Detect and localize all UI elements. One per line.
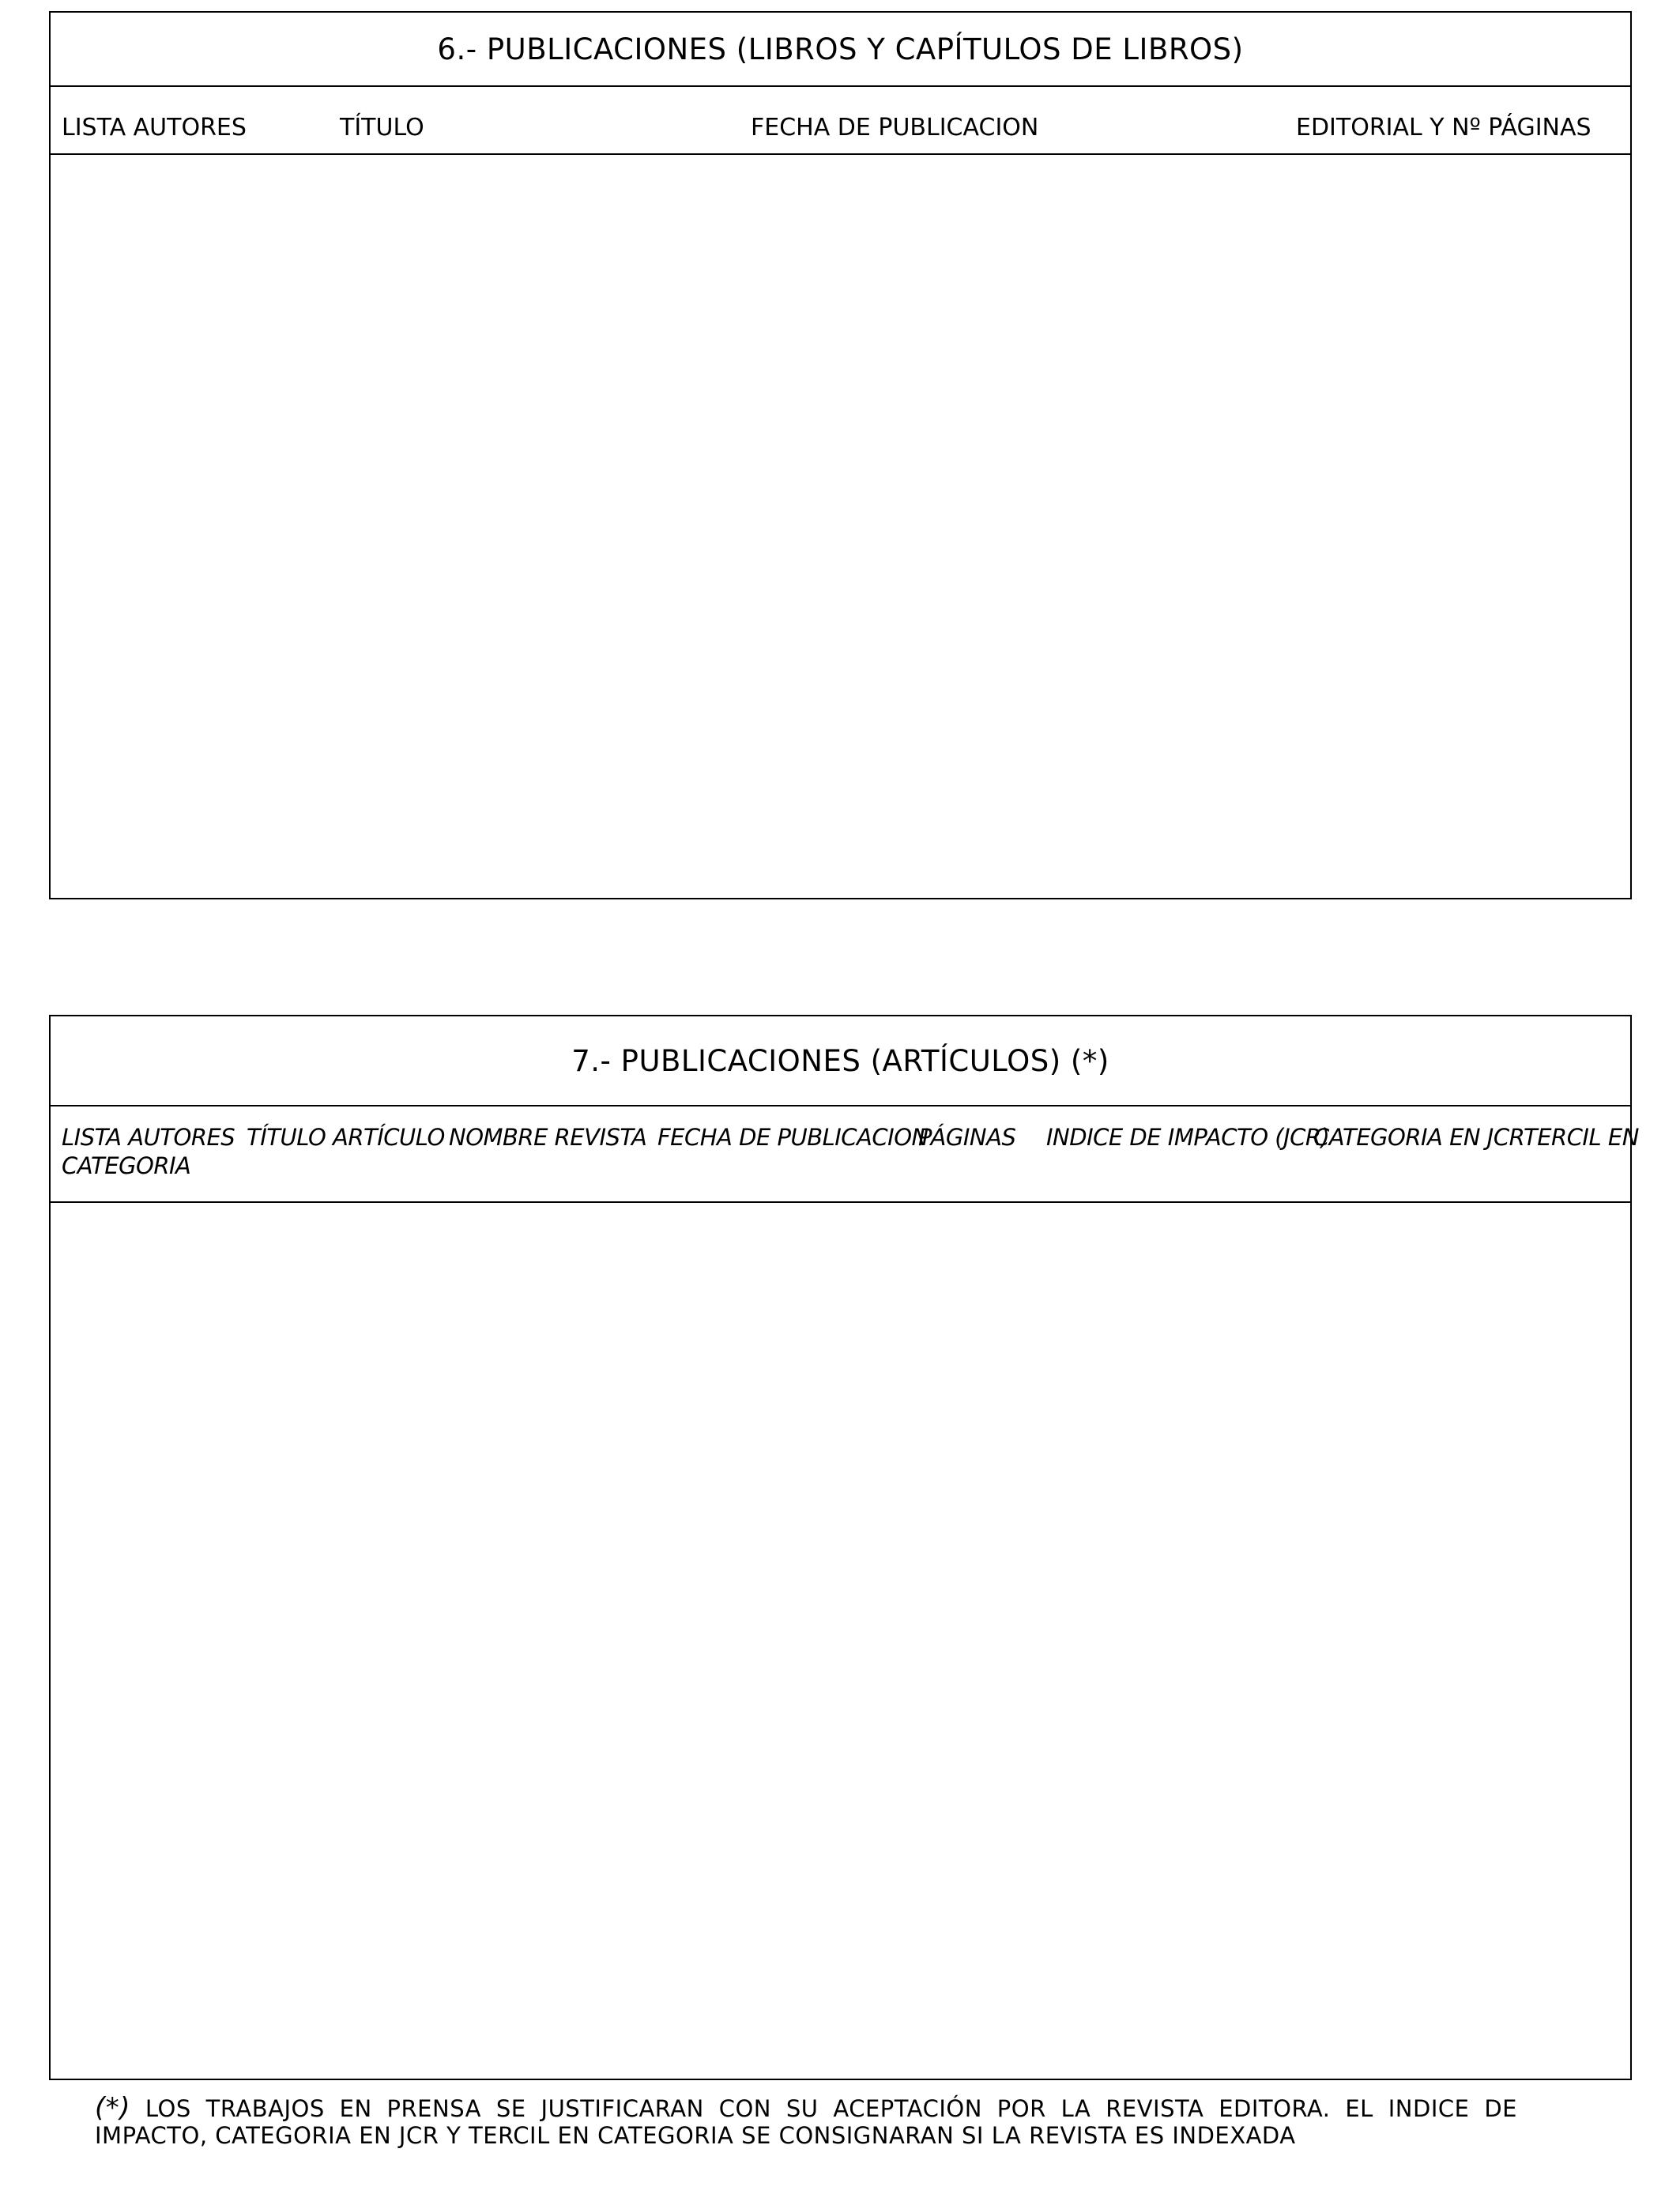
footnote-mark: (*) xyxy=(95,2092,131,2124)
section-6-table xyxy=(49,11,1632,899)
section-6-header-row xyxy=(51,85,1630,155)
section-6-entry-area[interactable] xyxy=(51,153,1630,898)
column-lista-autores: LISTA AUTORES xyxy=(62,114,247,141)
column-tercil: TERCIL EN xyxy=(1524,1124,1639,1151)
column-categoria-jcr: CATEGORIA EN JCR xyxy=(1313,1124,1525,1151)
column-nombre-revista: NOMBRE REVISTA xyxy=(449,1124,647,1151)
footnote xyxy=(95,2094,1517,2149)
footnote-text: LOS TRABAJOS EN PRENSA SE JUSTIFICARAN CON SU ACEPTACIÓN POR LA REVISTA EDITORA. EL INDICE DE IMPACTO, CATEGORIA EN JCR Y TERCIL EN CATEGORIA SE CONSIGNARAN SI LA REVISTA ES INDEXADA xyxy=(95,2095,1517,2149)
column-paginas: PÁGINAS xyxy=(918,1124,1016,1151)
section-6-title: 6.- PUBLICACIONES (LIBROS Y CAPÍTULOS DE LIBROS) xyxy=(51,13,1630,87)
column-lista-autores: LISTA AUTORES xyxy=(62,1124,235,1151)
column-indice-impacto: INDICE DE IMPACTO (JCR) xyxy=(1046,1124,1330,1151)
column-titulo-articulo: TÍTULO ARTÍCULO xyxy=(247,1124,445,1151)
column-tercil-wrap: CATEGORIA xyxy=(62,1152,191,1179)
section-7-title: 7.- PUBLICACIONES (ARTÍCULOS) (*) xyxy=(51,1016,1630,1106)
column-fecha-publicacion: FECHA DE PUBLICACION xyxy=(751,114,1039,141)
section-7-header-row xyxy=(51,1105,1639,1203)
column-titulo: TÍTULO xyxy=(340,114,424,141)
column-fecha-publicacion: FECHA DE PUBLICACION xyxy=(657,1124,929,1151)
section-7-entry-area[interactable] xyxy=(51,1201,1630,2079)
section-7-table xyxy=(49,1015,1639,2080)
column-editorial-paginas: EDITORIAL Y Nº PÁGINAS xyxy=(1296,114,1591,141)
